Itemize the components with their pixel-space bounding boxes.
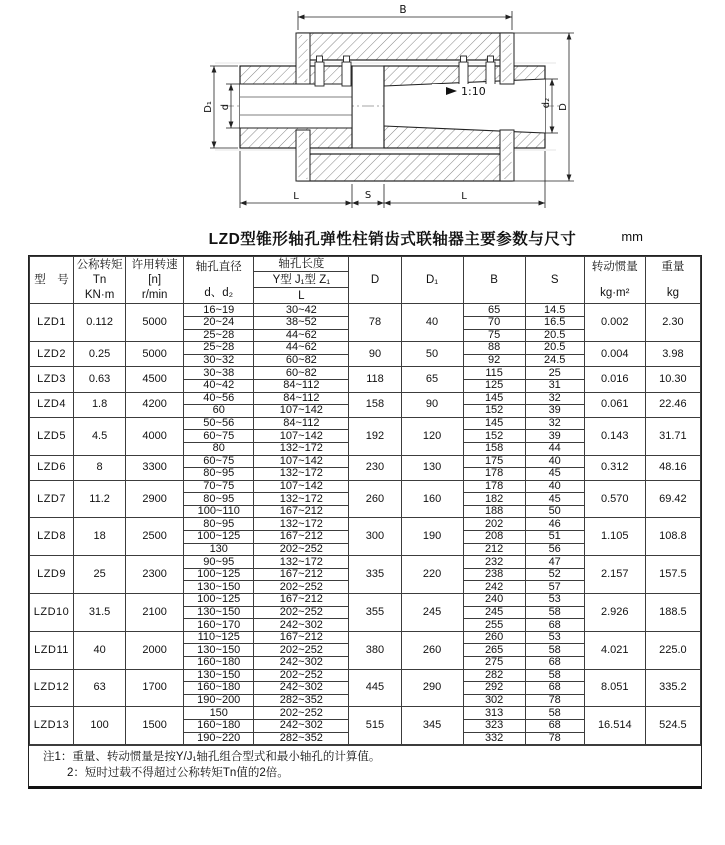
cell-B: 178 <box>463 480 525 493</box>
cell-model: LZD4 <box>30 392 74 417</box>
cell-D: 260 <box>349 480 401 518</box>
cell-model: LZD3 <box>30 367 74 392</box>
coupling-section-drawing <box>0 0 725 218</box>
cell-B: 332 <box>463 732 525 745</box>
cell-D: 90 <box>349 342 401 367</box>
cell-D1: 90 <box>401 392 463 417</box>
cell-B: 265 <box>463 644 525 657</box>
cell-torque: 25 <box>74 556 126 594</box>
cell-inertia: 2.157 <box>584 556 645 594</box>
params-table <box>29 256 701 745</box>
cell-weight: 48.16 <box>645 455 700 480</box>
cell-bore-diameter: 16~19 <box>184 304 254 317</box>
cell-S: 78 <box>525 694 584 707</box>
coupling-drawing-svg <box>0 0 725 218</box>
cell-model: LZD9 <box>30 556 74 594</box>
cell-inertia: 2.926 <box>584 594 645 632</box>
cell-torque: 8 <box>74 455 126 480</box>
cell-bore-diameter: 70~75 <box>184 480 254 493</box>
cell-bore-length: 202~252 <box>254 543 349 556</box>
col-S: S <box>525 257 584 304</box>
cell-bore-length: 202~252 <box>254 581 349 594</box>
cell-D: 230 <box>349 455 401 480</box>
cell-S: 58 <box>525 606 584 619</box>
cell-model: LZD12 <box>30 669 74 707</box>
cell-bore-length: 44~62 <box>254 329 349 342</box>
dim-S-label: S <box>364 190 372 201</box>
cell-D: 192 <box>349 417 401 455</box>
cell-B: 302 <box>463 694 525 707</box>
cell-bore-length: 282~352 <box>254 694 349 707</box>
cell-B: 240 <box>463 594 525 607</box>
table-row <box>30 480 701 493</box>
cell-speed: 2500 <box>126 518 184 556</box>
col-bore-length-types: Y型 J₁型 Z₁ <box>254 272 349 288</box>
cell-S: 25 <box>525 367 584 380</box>
cell-torque: 31.5 <box>74 594 126 632</box>
cell-bore-length: 38~52 <box>254 316 349 329</box>
cell-weight: 31.71 <box>645 417 700 455</box>
cell-torque: 40 <box>74 631 126 669</box>
cell-S: 68 <box>525 657 584 670</box>
cell-D: 118 <box>349 367 401 392</box>
cell-model: LZD8 <box>30 518 74 556</box>
cell-inertia: 0.002 <box>584 304 645 342</box>
cell-inertia: 0.143 <box>584 417 645 455</box>
cell-S: 32 <box>525 392 584 405</box>
cell-model: LZD13 <box>30 707 74 745</box>
cell-inertia: 0.016 <box>584 367 645 392</box>
cell-S: 58 <box>525 669 584 682</box>
cell-S: 68 <box>525 682 584 695</box>
cell-S: 52 <box>525 568 584 581</box>
cell-speed: 2000 <box>126 631 184 669</box>
col-D: D <box>349 257 401 304</box>
cell-bore-diameter: 80~95 <box>184 468 254 481</box>
cell-B: 238 <box>463 568 525 581</box>
cell-bore-length: 107~142 <box>254 455 349 468</box>
cell-model: LZD6 <box>30 455 74 480</box>
cell-S: 31 <box>525 379 584 392</box>
cell-model: LZD11 <box>30 631 74 669</box>
table-header <box>30 257 701 304</box>
col-weight: 重量 kg <box>645 257 700 304</box>
cell-bore-diameter: 100~125 <box>184 594 254 607</box>
col-speed: 许用转速 [n] r/min <box>126 257 184 304</box>
cell-weight: 524.5 <box>645 707 700 745</box>
cell-torque: 100 <box>74 707 126 745</box>
cell-weight: 225.0 <box>645 631 700 669</box>
col-torque: 公称转矩 Tn KN·m <box>74 257 126 304</box>
cell-S: 58 <box>525 644 584 657</box>
cell-B: 158 <box>463 442 525 455</box>
cell-torque: 0.63 <box>74 367 126 392</box>
table-row <box>30 669 701 682</box>
cell-model: LZD10 <box>30 594 74 632</box>
cell-speed: 4000 <box>126 417 184 455</box>
cell-bore-diameter: 25~28 <box>184 329 254 342</box>
cell-weight: 157.5 <box>645 556 700 594</box>
cell-S: 39 <box>525 405 584 418</box>
cell-torque: 0.25 <box>74 342 126 367</box>
cell-torque: 11.2 <box>74 480 126 518</box>
cell-model: LZD5 <box>30 417 74 455</box>
table-row <box>30 392 701 405</box>
cell-bore-length: 167~212 <box>254 505 349 518</box>
cell-B: 212 <box>463 543 525 556</box>
unit-label: mm <box>621 229 643 244</box>
cell-bore-length: 202~252 <box>254 606 349 619</box>
cell-bore-diameter: 90~95 <box>184 556 254 569</box>
cell-B: 282 <box>463 669 525 682</box>
col-D1: D₁ <box>401 257 463 304</box>
cell-S: 56 <box>525 543 584 556</box>
cell-D: 380 <box>349 631 401 669</box>
cell-D1: 120 <box>401 417 463 455</box>
cell-bore-diameter: 130~150 <box>184 581 254 594</box>
cell-bore-length: 242~302 <box>254 657 349 670</box>
cell-inertia: 8.051 <box>584 669 645 707</box>
cell-bore-length: 107~142 <box>254 405 349 418</box>
cell-B: 208 <box>463 531 525 544</box>
cell-S: 68 <box>525 619 584 632</box>
cell-bore-length: 132~172 <box>254 442 349 455</box>
cell-S: 44 <box>525 442 584 455</box>
cell-speed: 2900 <box>126 480 184 518</box>
cell-B: 175 <box>463 455 525 468</box>
cell-bore-diameter: 160~180 <box>184 657 254 670</box>
cell-bore-length: 132~172 <box>254 468 349 481</box>
cell-D1: 220 <box>401 556 463 594</box>
col-B: B <box>463 257 525 304</box>
cell-bore-diameter: 80 <box>184 442 254 455</box>
cell-S: 45 <box>525 468 584 481</box>
cell-S: 51 <box>525 531 584 544</box>
cell-inertia: 16.514 <box>584 707 645 745</box>
cell-B: 232 <box>463 556 525 569</box>
cell-S: 32 <box>525 417 584 430</box>
cell-B: 275 <box>463 657 525 670</box>
cell-S: 53 <box>525 594 584 607</box>
cell-weight: 108.8 <box>645 518 700 556</box>
cell-D: 335 <box>349 556 401 594</box>
cell-S: 68 <box>525 719 584 732</box>
cell-model: LZD1 <box>30 304 74 342</box>
dim-L-right-label: L <box>461 191 467 202</box>
cell-S: 53 <box>525 631 584 644</box>
cell-B: 65 <box>463 304 525 317</box>
cell-S: 39 <box>525 430 584 443</box>
cell-D: 445 <box>349 669 401 707</box>
cell-B: 202 <box>463 518 525 531</box>
cell-bore-length: 167~212 <box>254 568 349 581</box>
cell-bore-diameter: 130~150 <box>184 644 254 657</box>
cell-B: 178 <box>463 468 525 481</box>
cell-speed: 3300 <box>126 455 184 480</box>
cell-S: 46 <box>525 518 584 531</box>
cell-S: 40 <box>525 455 584 468</box>
cell-bore-length: 84~112 <box>254 417 349 430</box>
cell-speed: 2100 <box>126 594 184 632</box>
cell-bore-diameter: 60 <box>184 405 254 418</box>
dim-d2-label: d₂ <box>541 97 552 109</box>
cell-weight: 188.5 <box>645 594 700 632</box>
cell-D1: 245 <box>401 594 463 632</box>
cell-B: 88 <box>463 342 525 355</box>
cell-inertia: 4.021 <box>584 631 645 669</box>
cell-B: 70 <box>463 316 525 329</box>
table-row <box>30 367 701 380</box>
cell-S: 57 <box>525 581 584 594</box>
cell-D1: 190 <box>401 518 463 556</box>
cell-bore-length: 60~82 <box>254 354 349 367</box>
cell-inertia: 0.061 <box>584 392 645 417</box>
cell-B: 145 <box>463 417 525 430</box>
cell-B: 255 <box>463 619 525 632</box>
cell-bore-diameter: 100~125 <box>184 568 254 581</box>
cell-B: 152 <box>463 430 525 443</box>
cell-inertia: 0.004 <box>584 342 645 367</box>
dim-d-label: d <box>220 103 231 111</box>
cell-speed: 5000 <box>126 342 184 367</box>
dim-D1-label: D₁ <box>203 101 214 113</box>
cell-D: 355 <box>349 594 401 632</box>
note-1: 注1：重量、转动惯量是按Y/J₁轴孔组合型式和最小轴孔的计算值。 <box>43 751 381 764</box>
cell-S: 47 <box>525 556 584 569</box>
cell-B: 242 <box>463 581 525 594</box>
cell-S: 50 <box>525 505 584 518</box>
table-notes <box>29 745 701 786</box>
cell-D1: 65 <box>401 367 463 392</box>
page-title: LZD型锥形轴孔弹性柱销齿式联轴器主要参数与尺寸 <box>208 231 577 248</box>
cell-B: 245 <box>463 606 525 619</box>
cell-bore-length: 167~212 <box>254 531 349 544</box>
cell-bore-diameter: 50~56 <box>184 417 254 430</box>
cell-torque: 0.112 <box>74 304 126 342</box>
cell-bore-diameter: 60~75 <box>184 455 254 468</box>
table-row <box>30 342 701 355</box>
cell-bore-diameter: 40~56 <box>184 392 254 405</box>
cell-bore-length: 84~112 <box>254 392 349 405</box>
cell-S: 24.5 <box>525 354 584 367</box>
cell-bore-length: 202~252 <box>254 644 349 657</box>
cell-B: 92 <box>463 354 525 367</box>
cell-speed: 2300 <box>126 556 184 594</box>
cell-B: 260 <box>463 631 525 644</box>
cell-bore-diameter: 30~38 <box>184 367 254 380</box>
cell-bore-diameter: 60~75 <box>184 430 254 443</box>
cell-weight: 22.46 <box>645 392 700 417</box>
svg-text:1:10: 1:10 <box>461 85 486 98</box>
table-body <box>30 304 701 745</box>
cell-bore-diameter: 30~32 <box>184 354 254 367</box>
cell-B: 75 <box>463 329 525 342</box>
cell-D1: 130 <box>401 455 463 480</box>
table-row <box>30 594 701 607</box>
cell-S: 16.5 <box>525 316 584 329</box>
table-row <box>30 631 701 644</box>
cell-speed: 4200 <box>126 392 184 417</box>
cell-weight: 10.30 <box>645 367 700 392</box>
cell-bore-diameter: 80~95 <box>184 493 254 506</box>
cell-bore-diameter: 100~110 <box>184 505 254 518</box>
cell-bore-diameter: 130 <box>184 543 254 556</box>
col-bore-length-L: L <box>254 288 349 304</box>
col-bore-length: 轴孔长度 <box>254 257 349 272</box>
cell-bore-diameter: 160~180 <box>184 719 254 732</box>
cell-inertia: 1.105 <box>584 518 645 556</box>
cell-B: 323 <box>463 719 525 732</box>
cell-bore-diameter: 130~150 <box>184 606 254 619</box>
dim-L-left-label: L <box>293 191 299 202</box>
cell-model: LZD2 <box>30 342 74 367</box>
cell-speed: 1500 <box>126 707 184 745</box>
cell-bore-diameter: 40~42 <box>184 379 254 392</box>
cell-bore-length: 84~112 <box>254 379 349 392</box>
cell-bore-diameter: 150 <box>184 707 254 720</box>
cell-speed: 1700 <box>126 669 184 707</box>
cell-bore-length: 60~82 <box>254 367 349 380</box>
dim-D-label: D <box>558 103 569 111</box>
cell-speed: 5000 <box>126 304 184 342</box>
cell-B: 313 <box>463 707 525 720</box>
cell-weight: 69.42 <box>645 480 700 518</box>
cell-bore-length: 30~42 <box>254 304 349 317</box>
cell-torque: 18 <box>74 518 126 556</box>
cell-bore-length: 242~302 <box>254 619 349 632</box>
cell-bore-length: 132~172 <box>254 493 349 506</box>
cell-bore-diameter: 190~220 <box>184 732 254 745</box>
cell-bore-diameter: 160~170 <box>184 619 254 632</box>
cell-D: 515 <box>349 707 401 745</box>
cell-B: 152 <box>463 405 525 418</box>
cell-B: 292 <box>463 682 525 695</box>
table-row <box>30 455 701 468</box>
cell-torque: 63 <box>74 669 126 707</box>
cell-bore-diameter: 20~24 <box>184 316 254 329</box>
cell-S: 20.5 <box>525 329 584 342</box>
cell-bore-length: 167~212 <box>254 594 349 607</box>
cell-B: 115 <box>463 367 525 380</box>
cell-S: 45 <box>525 493 584 506</box>
col-bore-diameter: 轴孔直径 d、d₂ <box>184 257 254 304</box>
cell-weight: 335.2 <box>645 669 700 707</box>
cell-model: LZD7 <box>30 480 74 518</box>
cell-S: 58 <box>525 707 584 720</box>
cell-bore-length: 242~302 <box>254 719 349 732</box>
cell-inertia: 0.570 <box>584 480 645 518</box>
note-2: 2：短时过载不得超过公称转矩Tn值的2倍。 <box>67 767 289 780</box>
cell-D1: 50 <box>401 342 463 367</box>
cell-bore-length: 107~142 <box>254 480 349 493</box>
cell-bore-length: 44~62 <box>254 342 349 355</box>
title-row <box>0 227 725 249</box>
table-row <box>30 518 701 531</box>
cell-D1: 40 <box>401 304 463 342</box>
cell-bore-length: 107~142 <box>254 430 349 443</box>
cell-bore-diameter: 190~200 <box>184 694 254 707</box>
cell-S: 20.5 <box>525 342 584 355</box>
table-row <box>30 556 701 569</box>
table-row <box>30 707 701 720</box>
table-row <box>30 304 701 317</box>
cell-S: 40 <box>525 480 584 493</box>
cell-weight: 2.30 <box>645 304 700 342</box>
cell-inertia: 0.312 <box>584 455 645 480</box>
cell-bore-diameter: 100~125 <box>184 531 254 544</box>
cell-torque: 4.5 <box>74 417 126 455</box>
cell-D: 78 <box>349 304 401 342</box>
cell-weight: 3.98 <box>645 342 700 367</box>
cell-bore-length: 132~172 <box>254 556 349 569</box>
table-frame <box>28 255 702 789</box>
cell-bore-length: 132~172 <box>254 518 349 531</box>
table-row <box>30 417 701 430</box>
cell-D1: 345 <box>401 707 463 745</box>
cell-D: 300 <box>349 518 401 556</box>
cell-B: 188 <box>463 505 525 518</box>
cell-bore-length: 202~252 <box>254 669 349 682</box>
dim-B-label: B <box>399 4 407 16</box>
col-inertia: 转动惯量 kg·m² <box>584 257 645 304</box>
cell-torque: 1.8 <box>74 392 126 417</box>
cell-bore-length: 202~252 <box>254 707 349 720</box>
col-model: 型 号 <box>30 257 74 304</box>
cell-B: 182 <box>463 493 525 506</box>
cell-bore-diameter: 160~180 <box>184 682 254 695</box>
cell-bore-length: 282~352 <box>254 732 349 745</box>
cell-bore-length: 167~212 <box>254 631 349 644</box>
cell-B: 145 <box>463 392 525 405</box>
cell-D1: 260 <box>401 631 463 669</box>
cell-bore-diameter: 80~95 <box>184 518 254 531</box>
cell-speed: 4500 <box>126 367 184 392</box>
cell-bore-diameter: 25~28 <box>184 342 254 355</box>
cell-D1: 290 <box>401 669 463 707</box>
taper-label <box>432 84 498 98</box>
cell-S: 78 <box>525 732 584 745</box>
cell-bore-diameter: 130~150 <box>184 669 254 682</box>
cell-B: 125 <box>463 379 525 392</box>
cell-D1: 160 <box>401 480 463 518</box>
cell-S: 14.5 <box>525 304 584 317</box>
cell-bore-diameter: 110~125 <box>184 631 254 644</box>
cell-bore-length: 242~302 <box>254 682 349 695</box>
cell-D: 158 <box>349 392 401 417</box>
